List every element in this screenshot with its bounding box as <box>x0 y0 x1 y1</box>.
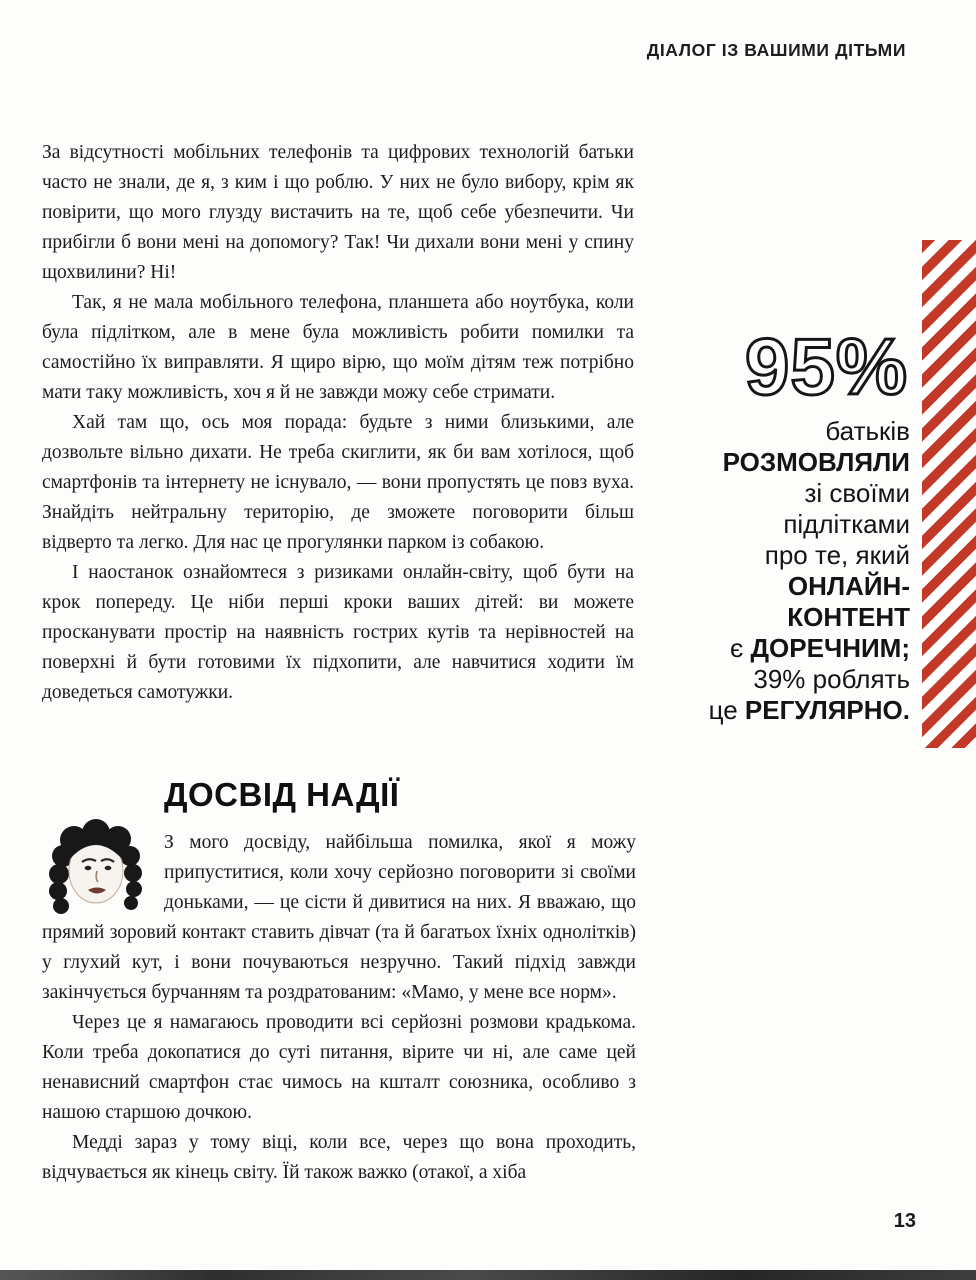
section-heading: ДОСВІД НАДІЇ <box>164 776 400 813</box>
section-paragraph: Через це я намагаюсь проводити всі серйозні розмови крадькома. Коли треба докопатися до суті питання, вірите чи ні, але саме цей ненависний смартфон стає чимось на кшталт союзника, особливо з нашою старшою дочкою. <box>42 1012 636 1123</box>
callout-word: РЕГУЛЯРНО. <box>744 695 910 725</box>
stat-95-percent <box>660 322 910 408</box>
callout-line: 39% роблять <box>753 664 910 694</box>
body-paragraph: Так, я не мала мобільного телефона, планшета або ноутбука, коли була підлітком, але в мене була можливість робити помилки та самостійно їх виправляти. Я щиро вірю, що моїм дітям теж потрібно мати таку можливість, хоч я й не завжди можу себе стримати. <box>42 292 634 403</box>
callout-line: про те, який <box>764 540 910 570</box>
callout-line: ОНЛАЙН- <box>787 571 910 601</box>
stat-callout <box>660 322 910 726</box>
body-paragraph: За відсутності мобільних телефонів та цифрових технологій батьки часто не знали, де я, з ким і що роблю. У них не було вибору, крім як повірити, що мого глузду вистачить на те, щоб себе убезпечити. Чи прибігли б вони мені на допомогу? Так! Чи дихали вони мені у спину щохвилини? Ні! <box>42 142 634 283</box>
callout-line <box>660 695 910 726</box>
section-paragraph: Медді зараз у тому віці, коли все, через що вона проходить, відчувається як кінець світу. Їй також важко (отакої, а хіба <box>42 1132 636 1183</box>
running-header: ДІАЛОГ ІЗ ВАШИМИ ДІТЬМИ <box>646 40 906 60</box>
callout-word: ДОРЕЧНИМ; <box>750 633 910 663</box>
body-text-column <box>42 138 634 708</box>
diagonal-stripes-decoration <box>922 240 976 748</box>
author-portrait-sketch <box>46 816 148 918</box>
stat-outline-text: 95% <box>744 322 908 408</box>
callout-line: зі своїми <box>804 478 910 508</box>
body-paragraph: І наостанок ознайомтеся з ризиками онлайн-світу, щоб бути на крок попереду. Це ніби перші кроки ваших дітей: ви можете просканувати простір на наявність гострих кутів та нерівностей на поверхні й бути готовими їх підхопити, але навчитися ходити їм доведеться самотужки. <box>42 562 634 703</box>
experience-section <box>42 776 636 1188</box>
body-paragraph: Хай там що, ось моя порада: будьте з ними близькими, але дозвольте вільно дихати. Не треба скиглити, як би вам хотілося, щоб смартфонів та інтернету не існувало, — вони пропустять це повз вуха. Знайдіть нейтральну територію, де зможете поговорити більш відверто та легко. Для нас це прогулянки парком із собакою. <box>42 412 634 553</box>
scan-edge-artifact <box>0 1270 976 1280</box>
section-paragraph-text: З мого досвіду, найбільша помилка, якої я можу припуститися, коли хочу серйозно поговорити зі своїми доньками, — це сісти й дивитися на них. Я вважаю, що прямий зоровий контакт ставить дівчат (та й багатьох їхніх однолітків) у глухий кут, і вони почуваються незручно. Такий підхід завжди закінчується бурчанням та роздратованим: «Мамо, у мене все норм». <box>42 832 636 1003</box>
callout-word: є <box>730 633 744 663</box>
callout-line: батьків <box>825 416 910 446</box>
callout-line <box>660 633 910 664</box>
callout-line: підлітками <box>783 509 910 539</box>
callout-line: РОЗМОВЛЯЛИ <box>722 447 910 477</box>
callout-word: це <box>708 695 738 725</box>
callout-line: КОНТЕНТ <box>787 602 910 632</box>
page-number: 13 <box>893 1210 916 1232</box>
